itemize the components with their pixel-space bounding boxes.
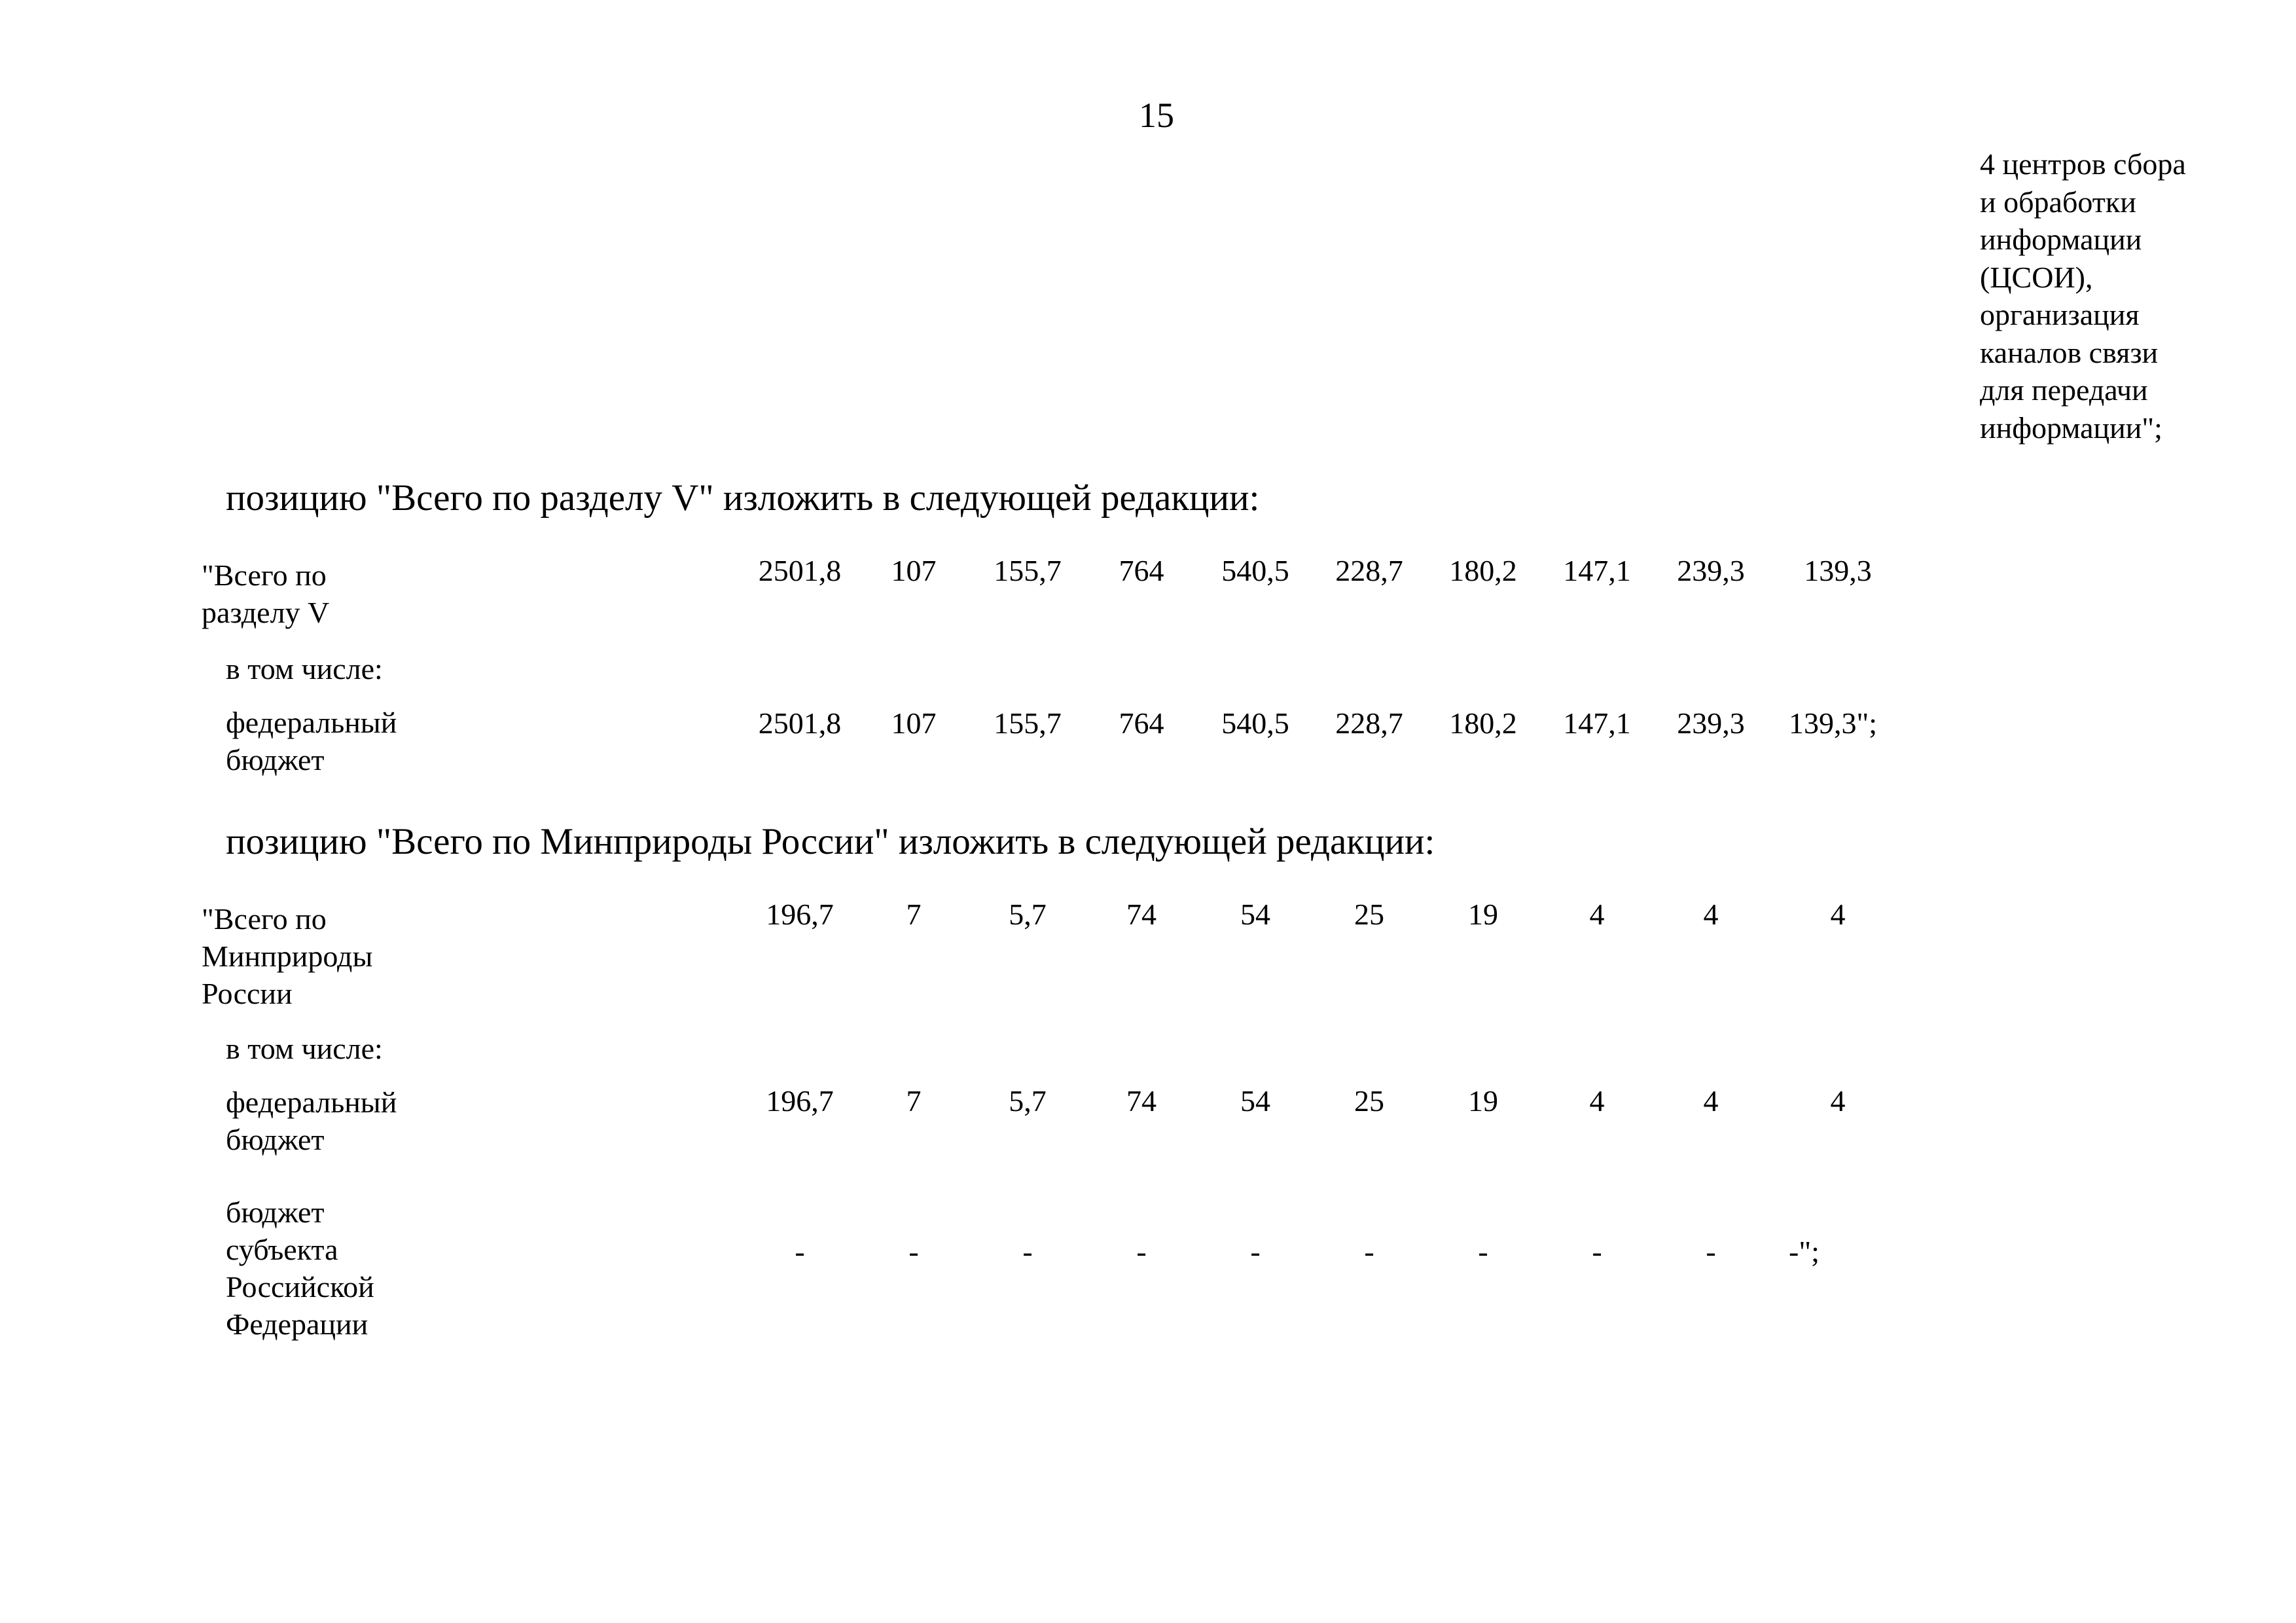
value-cell: 5,7 [1009,1084,1047,1118]
value-cell: - [1478,1235,1488,1268]
row-label-line: "Всего по [202,902,327,936]
row-label-line: "Всего по [202,558,327,592]
side-note-line: организация [1980,298,2140,331]
value-cell: 764 [1119,706,1164,740]
value-cell: 155,7 [994,706,1062,740]
value-cell: 139,3 [1804,554,1872,587]
row-label-line: федеральный [226,1085,397,1119]
minprirody-total-label [202,900,372,1012]
value-cell: 196,7 [766,898,834,931]
value-cell: 139,3"; [1789,706,1878,740]
row-label-line: разделу V [202,596,330,629]
row-label-line: бюджет [226,743,325,776]
value-cell: 4 [1703,898,1719,931]
value-cell: - [908,1235,919,1268]
row-label-line: бюджет [226,1195,325,1229]
value-cell: -"; [1789,1235,1820,1268]
value-cell: 54 [1240,1084,1270,1118]
value-cell: 7 [906,898,922,931]
value-cell: 155,7 [994,554,1062,587]
value-cell: 540,5 [1221,554,1289,587]
value-cell: 147,1 [1563,706,1631,740]
side-note-line: 4 центров сбора [1980,147,2186,181]
row-label-line: Российской [226,1270,374,1304]
value-cell: 19 [1468,898,1498,931]
value-cell: - [1136,1235,1147,1268]
value-cell: 2501,8 [758,706,842,740]
value-cell: 5,7 [1009,898,1047,931]
value-cell: 25 [1354,898,1384,931]
value-cell: 2501,8 [758,554,842,587]
minprirody-including-label: в том числе: [226,1032,383,1065]
side-note-line: информации"; [1980,410,2162,445]
section-minprirody-heading: позицию "Всего по Минприроды России" изложить в следующей редакции: [226,821,1435,862]
value-cell: - [1364,1235,1374,1268]
row-label-line: федеральный [226,706,397,739]
value-cell: 239,3 [1677,706,1745,740]
minprirody-federal-label [226,1084,397,1158]
value-cell: 4 [1589,1084,1605,1118]
row-label-line: Федерации [226,1307,368,1341]
value-cell: - [1706,1235,1716,1268]
value-cell: - [1022,1235,1033,1268]
value-cell: 196,7 [766,1084,834,1118]
minprirody-subject-label [226,1194,374,1343]
row-label-line: Минприроды [202,939,373,973]
value-cell: 74 [1126,898,1157,931]
value-cell: 180,2 [1449,554,1517,587]
value-cell: 228,7 [1335,706,1403,740]
row-label-line: России [202,977,293,1010]
side-note-line: (ЦСОИ), [1980,260,2093,294]
value-cell: 107 [891,554,937,587]
side-note-line: информации [1980,223,2142,256]
page-number: 15 [1139,96,1174,135]
side-note [1980,145,2186,447]
side-note-line: каналов связи [1980,335,2159,369]
value-cell: 540,5 [1221,706,1289,740]
value-cell: 25 [1354,1084,1384,1118]
value-cell: 4 [1703,1084,1719,1118]
section-v-total-label [202,556,329,631]
value-cell: - [795,1235,805,1268]
value-cell: 4 [1589,898,1605,931]
value-cell: 764 [1119,554,1164,587]
value-cell: 107 [891,706,937,740]
section-v-federal-label [226,704,397,778]
value-cell: 19 [1468,1084,1498,1118]
value-cell: 7 [906,1084,922,1118]
value-cell: 54 [1240,898,1270,931]
section-v-including-label: в том числе: [226,652,383,685]
value-cell: 4 [1830,1084,1846,1118]
value-cell: 239,3 [1677,554,1745,587]
value-cell: 74 [1126,1084,1157,1118]
value-cell: - [1250,1235,1261,1268]
row-label-line: субъекта [226,1233,338,1266]
section-v-heading: позицию "Всего по разделу V" изложить в следующей редакции: [226,477,1260,519]
row-label-line: бюджет [226,1123,325,1156]
value-cell: 180,2 [1449,706,1517,740]
value-cell: 4 [1830,898,1846,931]
side-note-line: и обработки [1980,185,2136,219]
value-cell: 147,1 [1563,554,1631,587]
value-cell: 228,7 [1335,554,1403,587]
side-note-line: для передачи [1980,373,2148,407]
value-cell: - [1592,1235,1602,1268]
